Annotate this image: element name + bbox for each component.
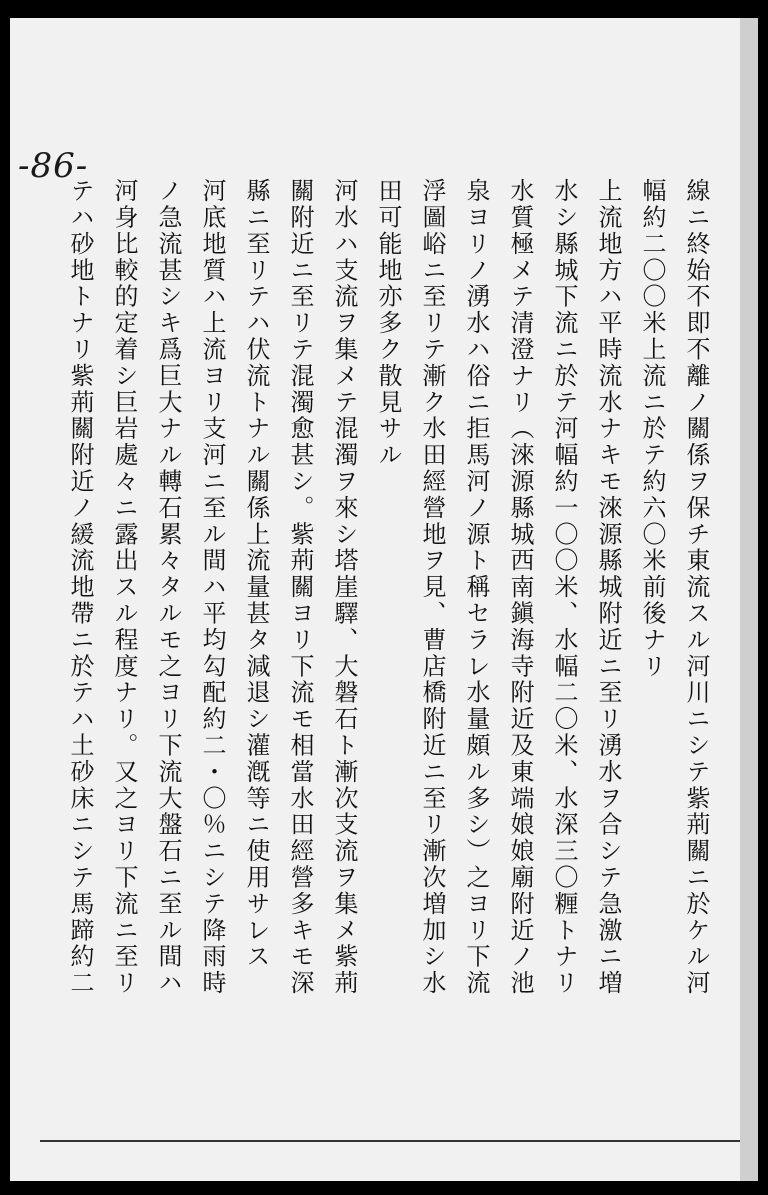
document-page [10,18,748,1181]
text-line-2: 幅約二〇〇米上流ニ於テ約六〇米前後ナリ [638,178,666,680]
footer-rule [40,1140,740,1142]
text-line-3: 上流地方ハ平時流水ナキモ淶源縣城附近ニ至リ湧水ヲ合シテ急激ニ増 [594,178,622,997]
text-line-1: 線ニ終始不即不離ノ關係ヲ保チ東流スル河川ニシテ紫荊關ニ於ケル河 [682,178,710,997]
text-line-4: 水シ縣城下流ニ於テ河幅約一〇〇米、水幅二〇米、水深三〇糎トナリ [550,178,578,997]
text-line-14: 河身比較的定着シ巨岩處々ニ露出スル程度ナリ。又之ヨリ下流ニ至リ [110,178,138,997]
text-line-11: 縣ニ至リテハ伏流トナル關係上流量甚タ減退シ灌漑等ニ使用サレス [242,178,270,970]
text-line-9: 河水ハ支流ヲ集メテ混濁ヲ來シ塔崖驛、大磐石ト漸次支流ヲ集メ紫荊 [330,178,358,997]
page-number: -86- [18,146,89,186]
text-line-15: テハ砂地トナリ紫荊關附近ノ緩流地帶ニ於テハ土砂床ニシテ馬蹄約二 [66,178,94,997]
text-line-5: 水質極メテ清澄ナリ（淶源縣城西南鎭海寺附近及東端娘娘廟附近ノ池 [506,178,534,997]
text-line-8: 田可能地亦多ク散見サル [374,178,402,469]
page-edge [740,18,758,1181]
text-line-10: 關附近ニ至リテ混濁愈甚シ。紫荊關ヨリ下流モ相當水田經營多キモ深 [286,178,314,997]
text-line-13: ノ急流甚シキ爲巨大ナル轉石累々タルモ之ヨリ下流大盤石ニ至ル間ハ [154,178,182,997]
vertical-text-block [62,178,714,1068]
text-line-6: 泉ヨリノ湧水ハ俗ニ拒馬河ノ源ト稱セラレ水量頗ル多シ）之ヨリ下流 [462,178,490,997]
text-line-7: 浮圖峪ニ至リテ漸ク水田經營地ヲ見、曹店橋附近ニ至リ漸次増加シ水 [418,178,446,997]
text-line-12: 河底地質ハ上流ヨリ支河ニ至ル間ハ平均勾配約二・〇％ニシテ降雨時 [198,178,226,997]
